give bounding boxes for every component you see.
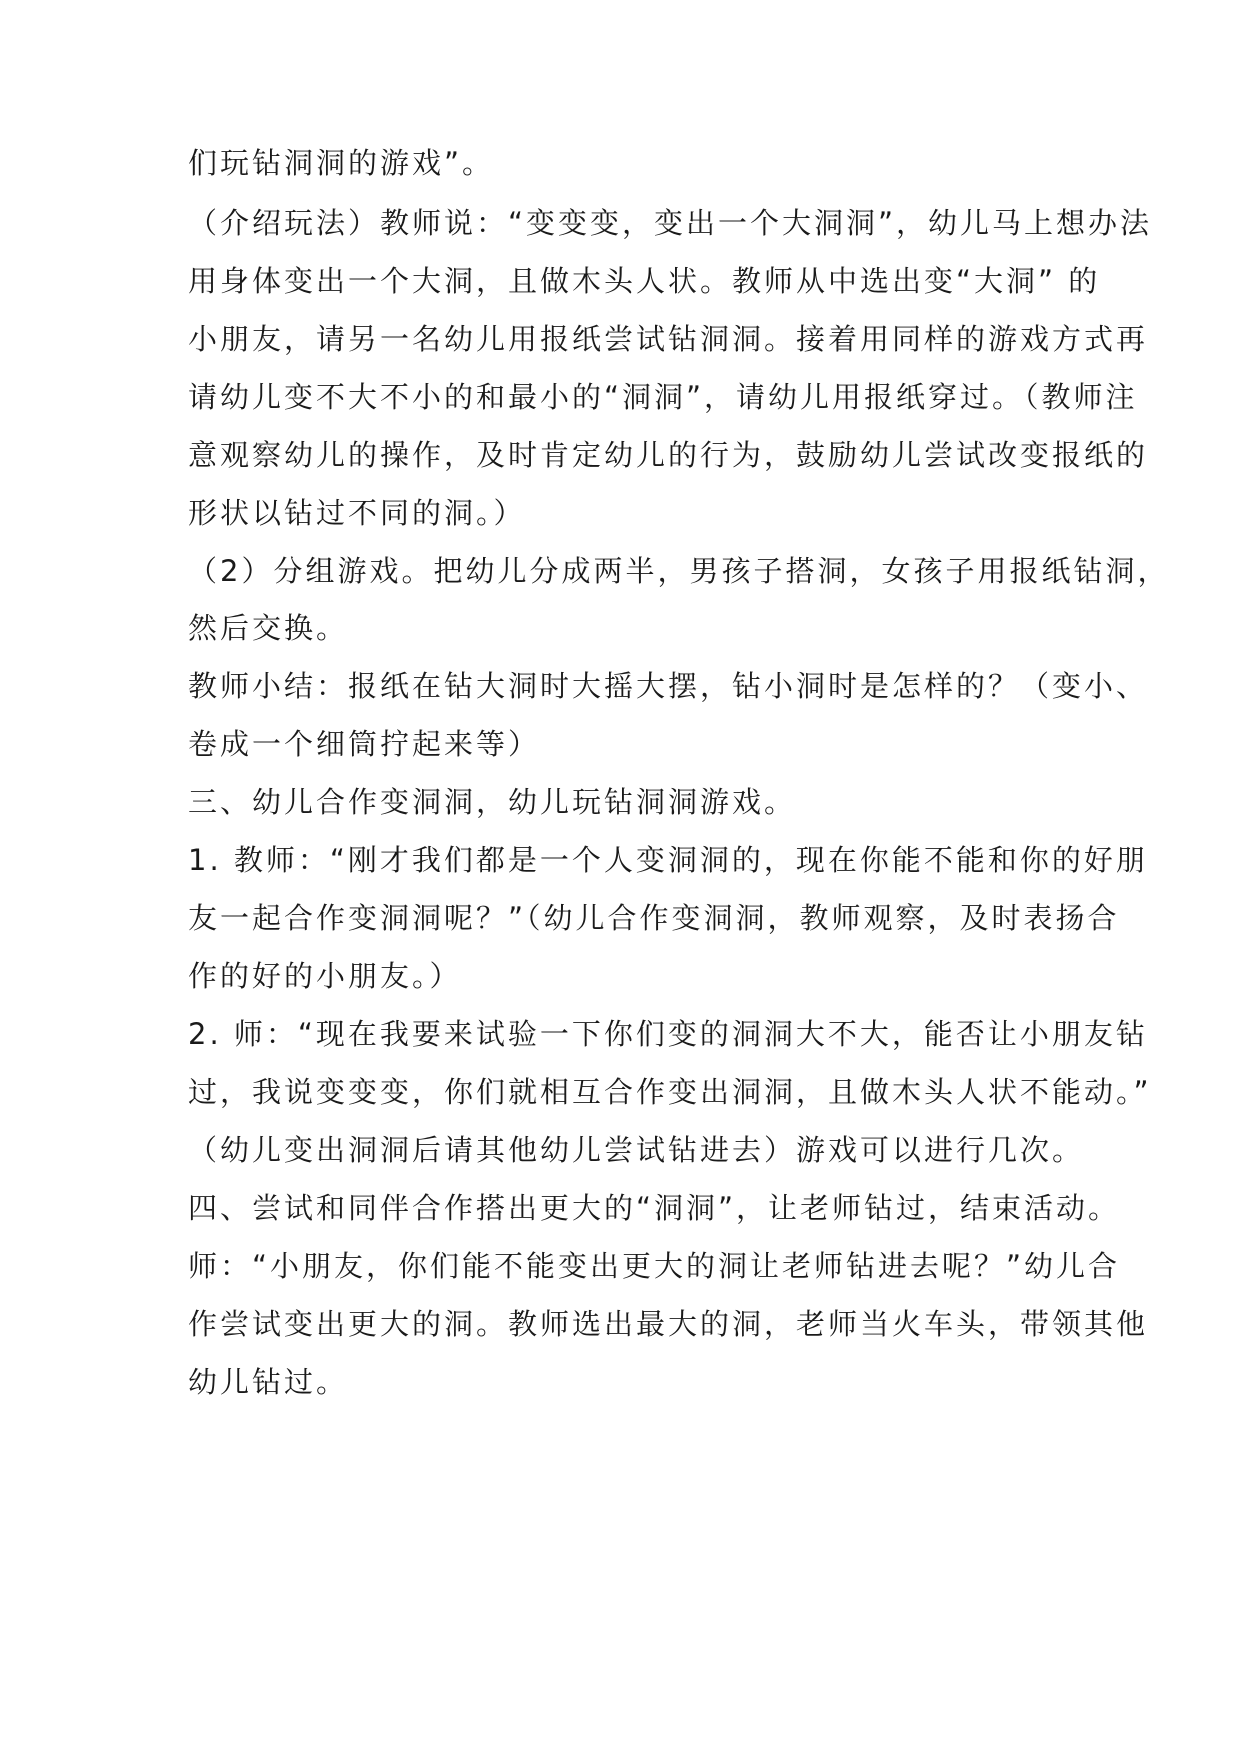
text-line: 然后交换。 <box>188 611 349 645</box>
text-line: 2. 师：“现在我要来试验一下你们变的洞洞大不大，能否让小朋友钻 <box>188 1017 1148 1051</box>
text-line: （2）分组游戏。把幼儿分成两半，男孩子搭洞，女孩子用报纸钻洞， <box>188 554 1170 588</box>
text-line: （幼儿变出洞洞后请其他幼儿尝试钻进去）游戏可以进行几次。 <box>188 1133 1085 1167</box>
text-line: 请幼儿变不大不小的和最小的“洞洞”，请幼儿用报纸穿过。（教师注 <box>188 380 1138 414</box>
text-line: 用身体变出一个大洞，且做木头人状。教师从中选出变“大洞” 的 <box>188 264 1101 298</box>
text-line: 幼儿钻过。 <box>188 1365 349 1399</box>
section-heading: 四、尝试和同伴合作搭出更大的“洞洞”，让老师钻过，结束活动。 <box>188 1191 1121 1225</box>
text-line: 形状以钻过不同的洞。） <box>188 496 526 530</box>
text-line: 作的好的小朋友。） <box>188 959 462 993</box>
text-line: 1. 教师：“刚才我们都是一个人变洞洞的，现在你能不能和你的好朋 <box>188 843 1148 877</box>
text-line: 友一起合作变洞洞呢？”（幼儿合作变洞洞，教师观察，及时表扬合 <box>188 901 1120 935</box>
section-heading: 三、幼儿合作变洞洞，幼儿玩钻洞洞游戏。 <box>188 785 797 819</box>
text-line: （介绍玩法）教师说：“变变变，变出一个大洞洞”，幼儿马上想办法 <box>188 206 1153 240</box>
text-line: 意观察幼儿的操作，及时肯定幼儿的行为，鼓励幼儿尝试改变报纸的 <box>188 438 1149 472</box>
text-line: 师：“小朋友，你们能不能变出更大的洞让老师钻进去呢？”幼儿合 <box>188 1249 1121 1283</box>
text-line: 过，我说变变变，你们就相互合作变出洞洞，且做木头人状不能动。” <box>188 1075 1152 1109</box>
text-line: 作尝试变出更大的洞。教师选出最大的洞，老师当火车头，带领其他 <box>188 1307 1149 1341</box>
text-line: 卷成一个细筒拧起来等） <box>188 727 541 761</box>
text-line: 们玩钻洞洞的游戏”。 <box>188 146 495 180</box>
text-line: 教师小结：报纸在钻大洞时大摇大摆，钻小洞时是怎样的？（变小、 <box>188 669 1149 703</box>
text-line: 小朋友，请另一名幼儿用报纸尝试钻洞洞。接着用同样的游戏方式再 <box>188 322 1149 356</box>
